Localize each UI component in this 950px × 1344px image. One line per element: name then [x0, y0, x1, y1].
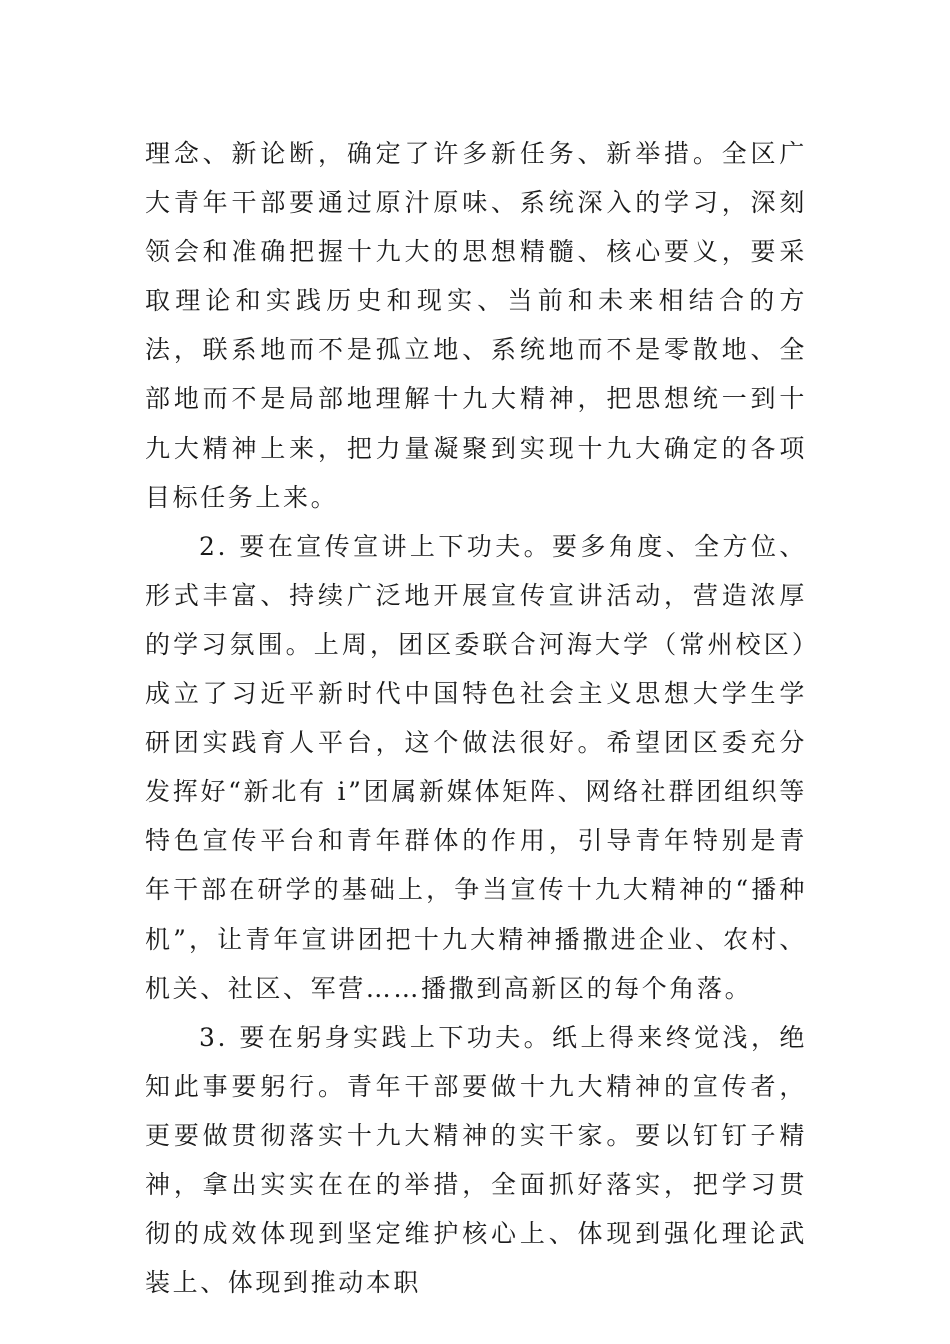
paragraph-item-2: 2. 要在宣传宣讲上下功夫。要多角度、全方位、形式丰富、持续广泛地开展宣传宣讲活动，营造浓厚的学习氛围。上周，团区委联合河海大学（常州校区）成立了习近平新时代中国特色社会主义思想大学生学研团实践育人平台，这个做法很好。希望团区委充分发挥好“新北有 i”团属新媒体矩阵、网络社群团组织等特色宣传平台和青年群体的作用，引导青年特别是青年干部在研学的基础上，争当宣传十九大精神的“播种机”，让青年宣讲团把十九大精神播撒进企业、农村、机关、社区、军营……播撒到高新区的每个角落。 [145, 531, 807, 1003]
paragraph-item-3: 3. 要在躬身实践上下功夫。纸上得来终觉浅，绝知此事要躬行。青年干部要做十九大精神的宣传者，更要做贯彻落实十九大精神的实干家。要以钉钉子精神，拿出实实在在的举措，全面抓好落实，把学习贯彻的成效体现到坚定维护核心上、体现到强化理论武装上、体现到推动本职 [145, 1022, 807, 1298]
paragraph-continued: 理念、新论断，确定了许多新任务、新举措。全区广大青年干部要通过原汁原味、系统深入的学习，深刻领会和准确把握十九大的思想精髓、核心要义，要采取理论和实践历史和现实、当前和未来相结合的方法，联系地而不是孤立地、系统地而不是零散地、全部地而不是局部地理解十九大精神，把思想统一到十九大精神上来，把力量凝聚到实现十九大确定的各项目标任务上来。 [145, 139, 807, 512]
document-body [145, 129, 807, 1307]
